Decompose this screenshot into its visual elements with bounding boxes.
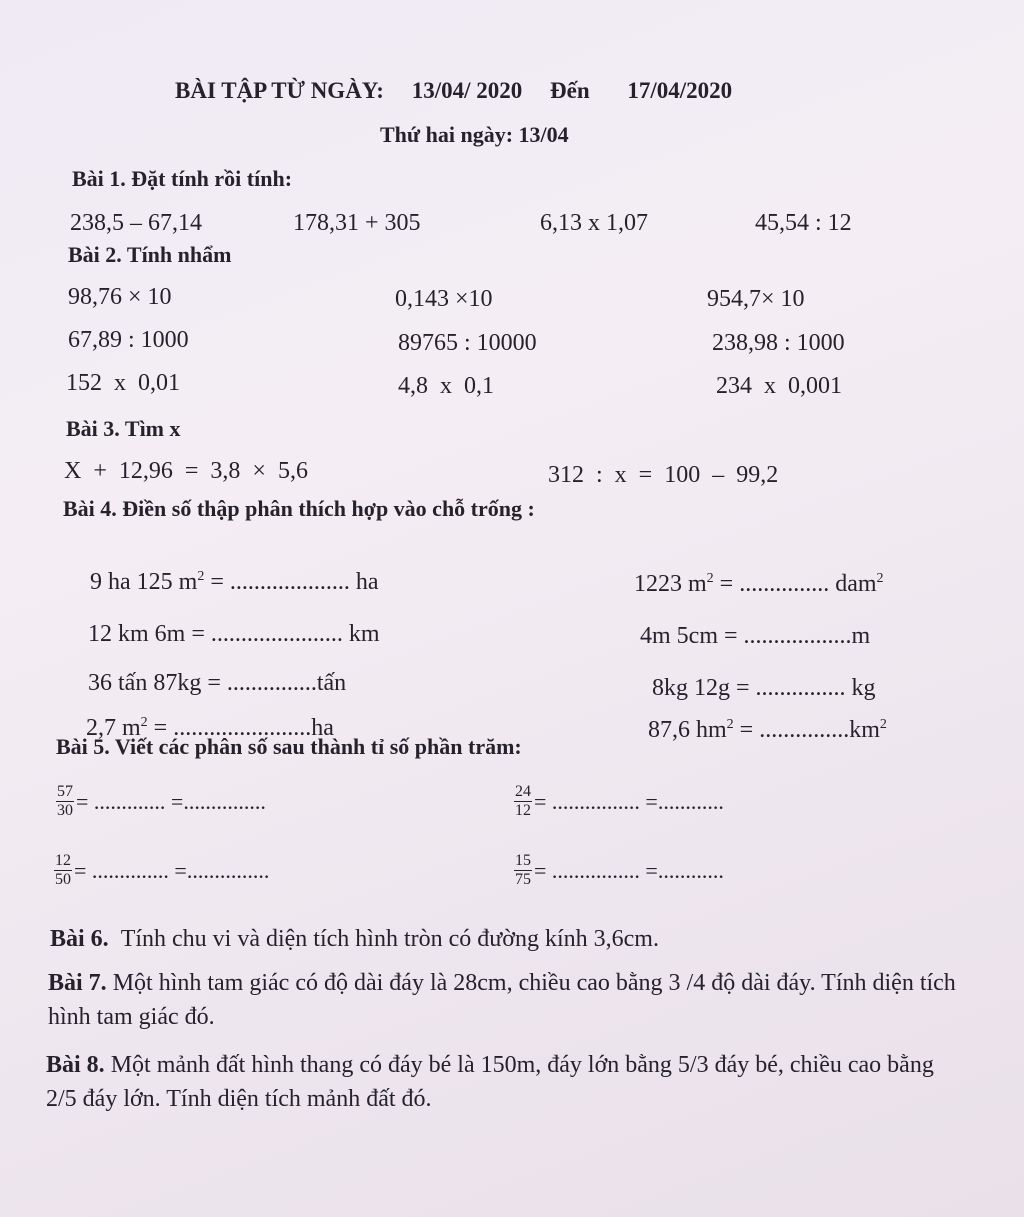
fraction: $\frac{24}{12}$ xyxy=(515,783,531,820)
bai2-item: 98,76 × 10 xyxy=(68,284,172,310)
bai1-item: 6,13 x 1,07 xyxy=(540,210,648,236)
bai2-item: 238,98 : 1000 xyxy=(712,330,845,356)
bai5-fraction-row: $\frac{15}{75}$ = ................ =............ xyxy=(515,852,724,889)
fraction: $\frac{12}{50}$ xyxy=(55,852,71,889)
bai4-blank-row: 36 tấn 87kg = ...............tấn xyxy=(88,670,347,696)
bai8-paragraph xyxy=(46,1048,961,1116)
title-label: BÀI TẬP TỪ NGÀY: xyxy=(175,78,384,103)
bai4-blank-row: 12 km 6m = ...................... km xyxy=(88,621,380,647)
bai4-blank-row: 1223 $m^2$ = ............... dam$^2$ xyxy=(634,571,884,597)
bai6-paragraph xyxy=(50,926,659,953)
bai7-text: Một hình tam giác có độ dài đáy là 28cm, chiều cao bằng 3 /4 độ dài đáy. Tính diện tích hình tam giác đó. xyxy=(48,970,956,1030)
bai1-item: 238,5 – 67,14 xyxy=(70,210,202,236)
bai3-heading: Bài 3. Tìm x xyxy=(66,416,181,441)
fraction: $\frac{57}{30}$ xyxy=(57,783,73,820)
date-to: 17/04/2020 xyxy=(627,78,733,103)
bai4-blank-row: 4m 5cm = ..................m xyxy=(640,623,871,649)
bai2-item: 67,89 : 1000 xyxy=(68,327,189,353)
bai5-fraction-row: $\frac{12}{50}$ = .............. =............... xyxy=(55,852,270,889)
bai2-heading: Bài 2. Tính nhẩm xyxy=(68,242,232,267)
bai6-label: Bài 6. xyxy=(50,926,109,952)
bai3-equation: X + 12,96 = 3,8 × 5,6 xyxy=(64,458,308,484)
bai5-fraction-row: $\frac{24}{12}$ = ................ =............ xyxy=(515,783,724,820)
bai6-text: Tính chu vi và diện tích hình tròn có đường kính 3,6cm. xyxy=(120,926,659,952)
date-from: 13/04/ 2020 xyxy=(411,78,523,103)
bai4-blank-row: 8kg 12g = ............... kg xyxy=(652,675,876,701)
bai2-item: 234 x 0,001 xyxy=(716,373,842,399)
worksheet-subtitle: Thứ hai ngày: 13/04 xyxy=(380,122,569,147)
bai2-item: 4,8 x 0,1 xyxy=(398,373,494,399)
bai7-paragraph xyxy=(48,966,958,1034)
bai5-heading: Bài 5. Viết các phân số sau thành tỉ số phần trăm: xyxy=(56,734,522,759)
bai8-text: Một mảnh đất hình thang có đáy bé là 150m, đáy lớn bằng 5/3 đáy bé, chiều cao bằng 2/5 đáy lớn. Tính diện tích mảnh đất đó. xyxy=(46,1052,934,1112)
bai8-label: Bài 8. xyxy=(46,1052,105,1078)
bai4-blank-row: 87,6 $hm^2 = ...............km^2$ xyxy=(648,717,887,743)
bai4-blank-row: 2,7 $m^2 = .......................ha$ xyxy=(86,715,334,741)
bai2-item: 0,143 ×10 xyxy=(395,286,493,312)
bai1-item: 178,31 + 305 xyxy=(293,210,421,236)
worksheet-title xyxy=(175,78,732,104)
bai7-label: Bài 7. xyxy=(48,970,107,996)
bai2-item: 152 x 0,01 xyxy=(66,370,180,396)
bai4-blank-row: 9 ha 125 $m^2$ = .................... ha xyxy=(90,569,379,595)
bai5-fraction-row: $\frac{57}{30}$ = ............. =............... xyxy=(57,783,266,820)
bai2-item: 89765 : 10000 xyxy=(398,330,537,356)
bai1-item: 45,54 : 12 xyxy=(755,210,852,236)
bai2-item: 954,7× 10 xyxy=(707,286,805,312)
fraction: $\frac{15}{75}$ xyxy=(515,852,531,889)
to-label: Đến xyxy=(550,78,590,103)
bai1-heading: Bài 1. Đặt tính rồi tính: xyxy=(72,166,293,191)
bai4-heading: Bài 4. Điền số thập phân thích hợp vào chỗ trống : xyxy=(63,496,535,521)
bai3-equation: 312 : x = 100 – 99,2 xyxy=(548,462,779,488)
